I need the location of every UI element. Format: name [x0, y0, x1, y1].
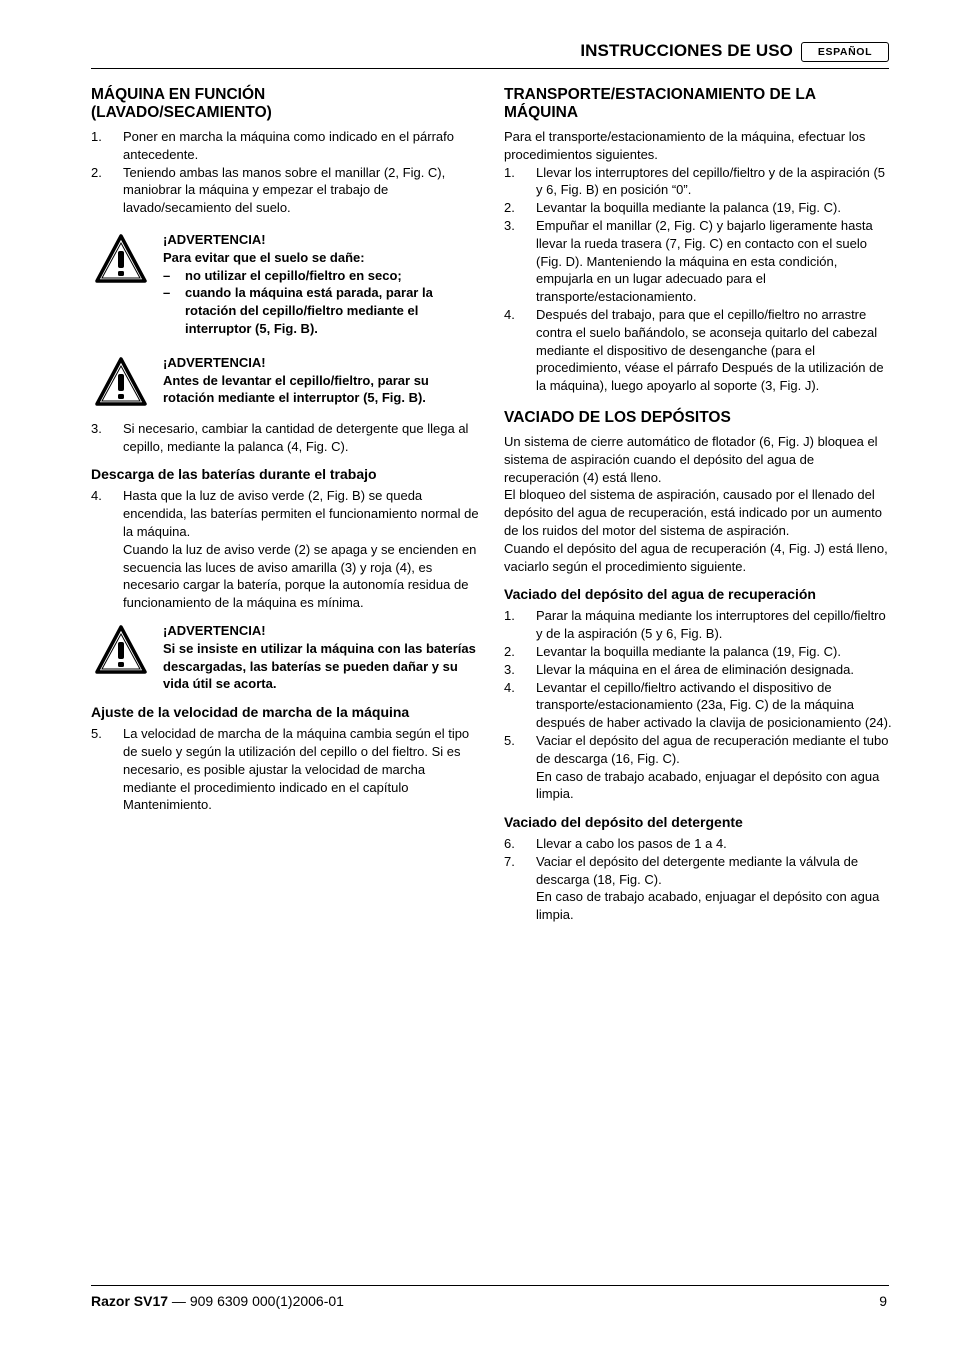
footer-model: Razor SV17	[91, 1293, 169, 1309]
list-item: 2. Levantar la boquilla mediante la palanca (19, Fig. C).	[504, 200, 841, 216]
tanks-paragraph-3: Cuando el depósito del agua de recuperación (4, Fig. J) está lleno, vaciarlo según el procedimiento siguiente.	[504, 540, 888, 574]
warning-block	[91, 622, 479, 693]
warning-triangle-icon	[95, 356, 147, 408]
transport-intro: Para el transporte/estacionamiento de la máquina, efectuar los procedimientos siguientes.	[504, 129, 866, 162]
list-item: 6. Llevar a cabo los pasos de 1 a 4.	[504, 836, 727, 852]
warning-text: ¡ADVERTENCIA! Antes de levantar el cepillo/fieltro, parar su rotación mediante el interruptor (5, Fig. B).	[163, 354, 429, 406]
subheading-battery: Descarga de las baterías durante el trabajo	[91, 466, 377, 483]
list-item: 5. La velocidad de marcha de la máquina cambia según el tipo de suelo y según la utilización del cepillo o del fieltro. Si es necesario, es posible ajustar la velocidad de marcha mediante el procedimiento indicado en el capítulo Mantenimiento.	[91, 726, 470, 813]
list-item: 2. Levantar la boquilla mediante la palanca (19, Fig. C).	[504, 643, 841, 659]
language-badge: ESPAÑOL	[801, 42, 889, 62]
tanks-paragraph-1: Un sistema de cierre automático de flotador (6, Fig. J) bloquea el sistema de aspiración cuando el depósito del agua de recuperación (4) está lleno.	[504, 433, 878, 485]
page-number: 9	[879, 1293, 887, 1309]
section-title-operation: MÁQUINA EN FUNCIÓN (LAVADO/SECAMIENTO)	[91, 86, 272, 121]
list-item: 1. Llevar los interruptores del cepillo/fieltro y de la aspiración (5 y 6, Fig. B) en posición “0”.	[504, 164, 886, 198]
warning-text: ¡ADVERTENCIA! Para evitar que el suelo se dañe: – no utilizar el cepillo/fieltro en seco; – cuando la máquina está parada, parar la rotación del cepillo/fieltro mediante el interruptor (5, Fig. B).	[163, 231, 479, 338]
page-header	[91, 38, 889, 69]
operation-steps	[91, 128, 479, 217]
subheading-recovery-tank: Vaciado del depósito del agua de recuperación	[504, 586, 816, 603]
list-item: 3. Empuñar el manillar (2, Fig. C) y bajarlo ligeramente hasta llevar la rueda trasera (7, Fig. C) en contacto con el suelo (Fig. D). Manteniendo la máquina en esta condición, empujarla en un lugar adecuado para el transporte/estacionamiento.	[504, 217, 873, 305]
warning-triangle-icon	[95, 624, 147, 676]
recovery-tank-steps	[504, 607, 892, 803]
list-item: 3. Si necesario, cambiar la cantidad de detergente que llega al cepillo, mediante la palanca (4, Fig. C).	[91, 420, 469, 454]
section-title-tanks: VACIADO DE LOS DEPÓSITOS	[504, 408, 731, 426]
list-item: 1. Parar la máquina mediante los interruptores del cepillo/fieltro y de la aspiración (5 y 6, Fig. B).	[504, 608, 886, 642]
list-item: – cuando la máquina está parada, parar la rotación del cepillo/fieltro mediante el interruptor (5, Fig. B).	[163, 285, 433, 336]
page-footer	[91, 1285, 889, 1316]
list-item: – no utilizar el cepillo/fieltro en seco;	[163, 267, 402, 283]
list-item: 1. Poner en marcha la máquina como indicado en el párrafo antecedente.	[91, 129, 454, 162]
battery-steps	[91, 487, 479, 612]
list-item: 4. Hasta que la luz de aviso verde (2, Fig. B) se queda encendida, las baterías permiten el funcionamiento normal de la máquina. Cuando la luz de aviso verde (2) se apaga y se encienden en secuencia las luces de aviso amarilla (3) y roja (4), es necesario cargar la batería, porque la autonomía residua de funcionamiento de la máquina es mínima.	[91, 488, 479, 611]
subheading-speed: Ajuste de la velocidad de marcha de la máquina	[91, 704, 410, 721]
list-item: 4. Levantar el cepillo/fieltro activando el dispositivo de transporte/estacionamiento (23a, Fig. C) de la máquina después de haber activado la clavija de posicionamiento (24).	[504, 679, 892, 731]
right-column	[504, 86, 892, 924]
list-item: 5. Vaciar el depósito del agua de recuperación mediante el tubo de descarga (16, Fig. C). En caso de trabajo acabado, enjuagar el depósito con agua limpia.	[504, 732, 889, 802]
list-item: 2. Teniendo ambas las manos sobre el manillar (2, Fig. C), maniobrar la máquina y empezar el trabajo de lavado/secamiento del suelo.	[91, 164, 446, 216]
footer-doc-info	[91, 1293, 344, 1309]
subheading-detergent-tank: Vaciado del depósito del detergente	[504, 814, 743, 831]
section-title-transport: TRANSPORTE/ESTACIONAMIENTO DE LA MÁQUINA	[504, 86, 817, 121]
left-column	[91, 86, 479, 814]
warning-text: ¡ADVERTENCIA! Si se insiste en utilizar la máquina con las baterías descargadas, las baterías se pueden dañar y su vida útil se acorta.	[163, 622, 476, 692]
footer-doc-ref: — 909 6309 000(1)2006-01	[168, 1293, 344, 1309]
speed-steps	[91, 725, 479, 814]
detergent-tank-steps	[504, 835, 892, 924]
tanks-paragraph-2: El bloqueo del sistema de aspiración, causado por el llenado del depósito del agua de recuperación, está indicado por un aumento de los ruidos del motor del sistema de aspiración.	[504, 487, 882, 538]
header-title: INSTRUCCIONES DE USO	[580, 41, 793, 60]
warning-triangle-icon	[95, 233, 147, 285]
transport-steps	[504, 164, 892, 395]
warning-block	[91, 354, 479, 408]
list-item: 7. Vaciar el depósito del detergente mediante la válvula de descarga (18, Fig. C). En caso de trabajo acabado, enjuagar el depósito con agua limpia.	[504, 853, 880, 923]
warning-block	[91, 231, 479, 338]
list-item: 3. Llevar la máquina en el área de eliminación designada.	[504, 661, 854, 677]
list-item: 4. Después del trabajo, para que el cepillo/fieltro no arrastre contra el suelo bañándolo, se aconseja quitarlo del cabezal mediante el dispositivo de desenganche (para el procedimiento, véase el párrafo Después de la utilización de la máquina), luego apoyarlo al soporte (3, Fig. J).	[504, 306, 884, 394]
operation-steps-2	[91, 420, 479, 456]
